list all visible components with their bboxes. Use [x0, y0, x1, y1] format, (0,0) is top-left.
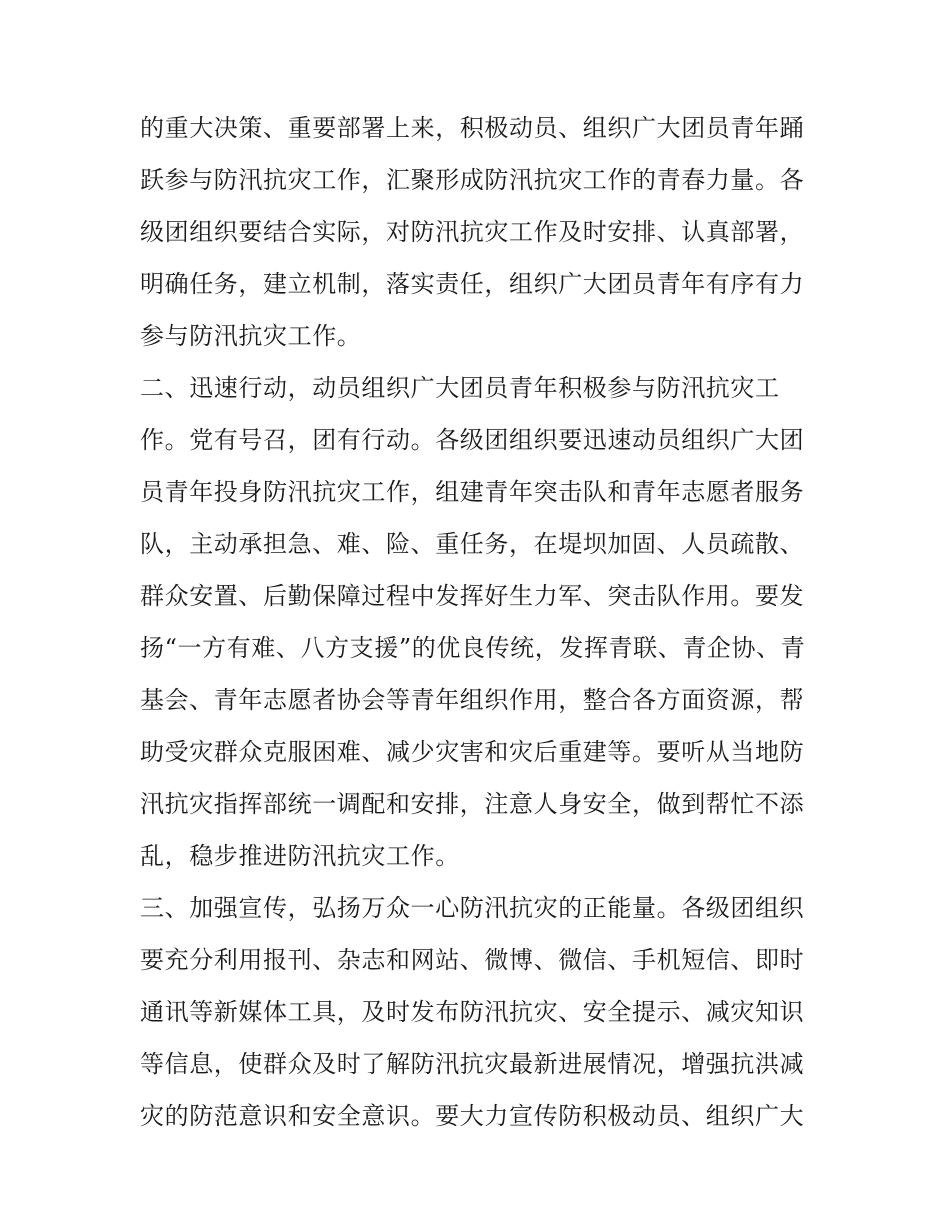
text-line: 基会、青年志愿者协会等青年组织作用，整合各方面资源，帮: [140, 686, 805, 714]
text-line: 扬“一方有难、八方支援”的优良传统，发挥青联、青企协、青: [140, 634, 806, 662]
text-line: 作。党有号召，团有行动。各级团组织要迅速动员组织广大团: [140, 426, 805, 454]
text-line: 通讯等新媒体工具，及时发布防汛抗灾、安全提示、减灾知识: [140, 998, 805, 1026]
text-line: 参与防汛抗灾工作。: [140, 322, 362, 350]
text-line: 群众安置、后勤保障过程中发挥好生力军、突击队作用。要发: [140, 582, 805, 610]
section-heading-line: 三、加强宣传，弘扬万众一心防汛抗灾的正能量。各级团组织: [140, 894, 805, 922]
text-line: 队，主动承担急、难、险、重任务，在堤坝加固、人员疏散、: [140, 530, 805, 558]
text-line: 等信息，使群众及时了解防汛抗灾最新进展情况，增强抗洪减: [140, 1050, 805, 1078]
section-heading-line: 二、迅速行动，动员组织广大团员青年积极参与防汛抗灾工: [140, 374, 780, 402]
text-line: 级团组织要结合实际，对防汛抗灾工作及时安排、认真部署，: [140, 218, 805, 246]
text-line: 明确任务，建立机制，落实责任，组织广大团员青年有序有力: [140, 270, 805, 298]
text-line: 乱，稳步推进防汛抗灾工作。: [140, 842, 460, 870]
text-line: 汛抗灾指挥部统一调配和安排，注意人身安全，做到帮忙不添: [140, 790, 805, 818]
text-line: 灾的防范意识和安全意识。要大力宣传防积极动员、组织广大: [140, 1102, 805, 1130]
text-line: 员青年投身防汛抗灾工作，组建青年突击队和青年志愿者服务: [140, 478, 805, 506]
text-line: 要充分利用报刊、杂志和网站、微博、微信、手机短信、即时: [140, 946, 805, 974]
text-line: 助受灾群众克服困难、减少灾害和灾后重建等。要听从当地防: [140, 738, 805, 766]
text-line: 跃参与防汛抗灾工作，汇聚形成防汛抗灾工作的青春力量。各: [140, 166, 805, 194]
text-line: 的重大决策、重要部署上来，积极动员、组织广大团员青年踊: [140, 114, 805, 142]
